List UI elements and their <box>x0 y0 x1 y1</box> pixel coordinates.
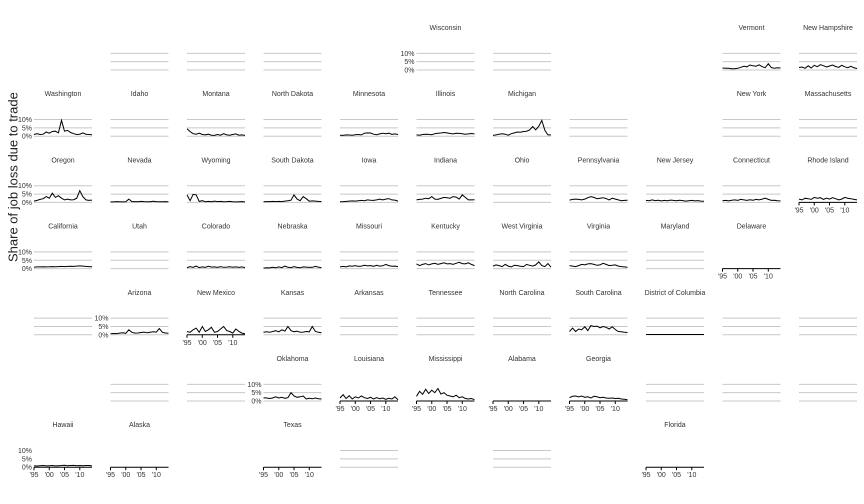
y-tick-label: 10% <box>17 448 32 456</box>
panel-title-south-carolina: South Carolina <box>575 289 622 297</box>
series-line-arizona <box>111 329 169 334</box>
y-tick-label: 10% <box>94 315 109 323</box>
x-tick-label: '05 <box>212 339 223 347</box>
series-line-georgia <box>570 396 628 400</box>
panel-title-florida: Florida <box>664 422 686 430</box>
x-tick-label: '05 <box>442 406 452 413</box>
x-tick-label: '05 <box>518 406 529 413</box>
panel-title-alaska: Alaska <box>128 422 151 430</box>
x-tick-label: '05 <box>136 472 146 480</box>
panel-title-alabama: Alabama <box>508 356 536 363</box>
panel-title-tennessee: Tennessee <box>428 289 463 297</box>
y-tick-label: 10% <box>17 249 32 257</box>
panel-title-district-of-columbia: District of Columbia <box>644 289 706 297</box>
series-line-montana <box>187 129 245 136</box>
panel-title-arizona: Arizona <box>127 289 152 297</box>
panel-title-utah: Utah <box>132 223 147 231</box>
x-tick-label: '95 <box>641 472 651 480</box>
x-tick-label: '00 <box>733 273 743 281</box>
series-line-hawaii <box>34 465 92 466</box>
series-line-new-jersey <box>646 200 704 201</box>
panel-title-georgia: Georgia <box>586 356 611 363</box>
y-tick-label: 10% <box>17 117 32 125</box>
y-tick-label: 0% <box>21 133 32 141</box>
series-line-oregon <box>34 191 92 201</box>
x-tick-label: '05 <box>824 207 835 215</box>
y-axis-title: Share of job loss due to trade <box>5 92 21 262</box>
y-tick-label: 0% <box>251 398 262 406</box>
series-line-mississippi <box>417 389 475 400</box>
series-line-new-mexico <box>187 327 245 334</box>
x-tick-label: '05 <box>59 472 70 480</box>
panel-title-north-carolina: North Carolina <box>499 289 545 297</box>
series-line-virginia <box>570 263 628 267</box>
panel-title-oklahoma: Oklahoma <box>276 356 309 363</box>
x-tick-label: '05 <box>365 406 376 413</box>
x-tick-label: '95 <box>717 273 728 281</box>
x-tick-label: '00 <box>121 472 131 480</box>
x-tick-label: '00 <box>350 406 360 413</box>
series-line-colorado <box>187 266 245 268</box>
panel-title-pennsylvania: Pennsylvania <box>577 157 620 165</box>
panel-title-idaho: Idaho <box>130 91 149 99</box>
series-line-indiana <box>417 195 475 200</box>
y-tick-label: 0% <box>21 266 32 274</box>
x-tick-label: '95 <box>794 207 804 215</box>
panel-title-south-dakota: South Dakota <box>271 157 314 165</box>
x-tick-label: '95 <box>29 472 39 480</box>
x-tick-label: '00 <box>656 472 666 480</box>
panel-title-oregon: Oregon <box>51 157 75 165</box>
panel-title-missouri: Missouri <box>355 223 383 231</box>
x-tick-label: '95 <box>335 406 345 413</box>
panel-title-wyoming: Wyoming <box>201 157 231 165</box>
panel-title-kentucky: Kentucky <box>431 223 460 231</box>
panel-title-indiana: Indiana <box>434 157 457 165</box>
x-tick-label: '10 <box>75 472 85 480</box>
y-tick-label: 5% <box>21 191 32 199</box>
panel-title-washington: Washington <box>44 91 82 99</box>
x-tick-label: '00 <box>580 406 590 413</box>
x-tick-label: '95 <box>105 472 116 480</box>
y-tick-label: 10% <box>400 50 415 58</box>
series-line-rhode-island <box>799 197 857 200</box>
x-tick-label: '05 <box>671 472 682 480</box>
panel-title-colorado: Colorado <box>201 223 231 231</box>
panel-title-connecticut: Connecticut <box>733 157 770 165</box>
x-tick-label: '95 <box>258 472 269 480</box>
panel-title-massachusetts: Massachusetts <box>804 91 852 99</box>
y-tick-label: 10% <box>17 183 32 191</box>
x-tick-label: '10 <box>687 472 697 480</box>
panel-title-michigan: Michigan <box>507 91 537 99</box>
panel-title-new-mexico: New Mexico <box>196 289 236 297</box>
x-tick-label: '00 <box>503 406 513 413</box>
series-line-kentucky <box>417 262 475 265</box>
x-tick-label: '00 <box>197 339 207 347</box>
panel-title-new-york: New York <box>736 91 767 99</box>
series-line-louisiana <box>340 395 398 400</box>
x-tick-label: '00 <box>809 207 819 215</box>
x-tick-label: '10 <box>457 406 467 413</box>
series-line-west-virginia <box>493 262 551 267</box>
panel-title-nebraska: Nebraska <box>277 223 308 231</box>
series-line-new-hampshire <box>799 65 857 69</box>
y-tick-label: 0% <box>98 332 109 340</box>
x-tick-label: '95 <box>182 339 192 347</box>
panel-title-mississippi: Mississippi <box>428 356 463 363</box>
x-tick-label: '95 <box>564 406 575 413</box>
series-line-nebraska <box>264 266 322 268</box>
series-line-kansas <box>264 327 322 333</box>
panel-title-delaware: Delaware <box>736 223 767 231</box>
x-tick-label: '10 <box>381 406 391 413</box>
y-tick-label: 5% <box>404 59 415 67</box>
panel-title-minnesota: Minnesota <box>352 91 386 99</box>
panel-title-arkansas: Arkansas <box>354 289 384 297</box>
x-tick-label: '05 <box>289 472 299 480</box>
y-tick-label: 5% <box>98 323 109 331</box>
panel-title-california: California <box>48 223 78 231</box>
panel-title-kansas: Kansas <box>280 289 305 297</box>
x-tick-label: '00 <box>274 472 284 480</box>
panel-title-north-dakota: North Dakota <box>271 91 314 99</box>
panel-title-nevada: Nevada <box>127 157 152 165</box>
series-line-missouri <box>340 264 398 267</box>
panel-title-iowa: Iowa <box>361 157 377 165</box>
panel-title-montana: Montana <box>202 91 230 99</box>
panel-title-west-virginia: West Virginia <box>501 223 543 231</box>
x-tick-label: '05 <box>748 273 758 281</box>
y-tick-label: 0% <box>21 199 32 207</box>
panel-title-texas: Texas <box>283 422 302 430</box>
series-line-connecticut <box>723 198 781 201</box>
y-tick-label: 10% <box>247 381 262 389</box>
panel-title-maryland: Maryland <box>660 223 690 231</box>
series-line-vermont <box>723 64 781 69</box>
series-line-wyoming <box>187 194 245 202</box>
series-line-south-dakota <box>264 195 322 202</box>
x-tick-label: '95 <box>488 406 498 413</box>
y-tick-label: 5% <box>21 456 32 464</box>
x-tick-label: '00 <box>44 472 54 480</box>
series-line-pennsylvania <box>570 197 628 201</box>
x-tick-label: '10 <box>304 472 314 480</box>
x-tick-label: '10 <box>151 472 161 480</box>
panel-title-new-jersey: New Jersey <box>656 157 694 165</box>
y-tick-label: 0% <box>404 67 415 75</box>
x-tick-label: '00 <box>427 406 437 413</box>
series-line-nevada <box>111 199 169 202</box>
x-tick-label: '95 <box>411 406 422 413</box>
series-line-iowa <box>340 199 398 202</box>
panel-title-wisconsin: Wisconsin <box>429 25 462 32</box>
x-tick-label: '10 <box>228 339 238 347</box>
series-line-california <box>34 266 92 267</box>
x-tick-label: '05 <box>595 406 605 413</box>
y-tick-label: 0% <box>21 464 32 472</box>
panel-title-new-hampshire: New Hampshire <box>803 25 853 32</box>
y-tick-label: 5% <box>251 390 262 398</box>
y-tick-label: 5% <box>21 257 32 265</box>
x-tick-label: '10 <box>840 207 850 215</box>
panel-title-illinois: Illinois <box>435 91 456 99</box>
series-line-oklahoma <box>264 393 322 399</box>
y-tick-label: 5% <box>21 125 32 133</box>
series-line-illinois <box>417 133 475 136</box>
x-tick-label: '10 <box>534 406 544 413</box>
panel-title-virginia: Virginia <box>586 223 611 231</box>
panel-title-rhode-island: Rhode Island <box>807 157 849 165</box>
x-tick-label: '10 <box>763 273 773 281</box>
panel-title-vermont: Vermont <box>738 25 765 32</box>
panel-title-louisiana: Louisiana <box>354 356 384 363</box>
panel-title-ohio: Ohio <box>514 157 530 165</box>
panel-title-hawaii: Hawaii <box>52 422 74 430</box>
series-line-minnesota <box>340 133 398 136</box>
x-tick-label: '10 <box>610 406 620 413</box>
